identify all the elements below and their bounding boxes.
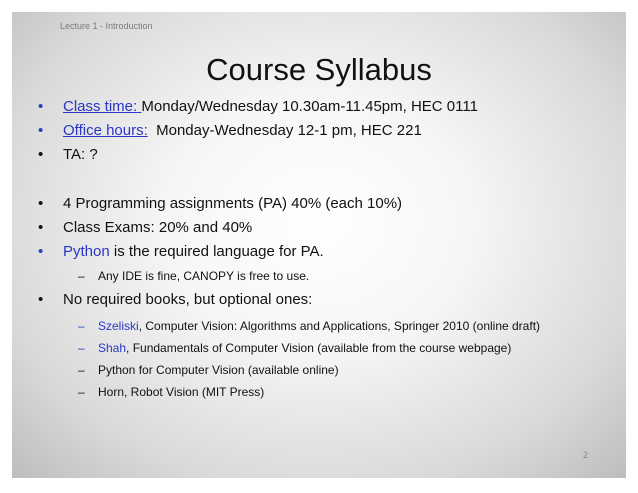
bullet-icon: • [38, 146, 44, 163]
python-text: is the required language for PA. [109, 243, 324, 260]
bullet-ta [38, 146, 98, 163]
office-hours-link[interactable]: Office hours: [63, 122, 148, 139]
book4-text: Horn, Robot Vision (MIT Press) [98, 385, 265, 399]
bullet-exams [38, 219, 252, 236]
sub-book-horn [78, 385, 264, 399]
bullet-class-time [38, 98, 478, 115]
assignments-text: 4 Programming assignments (PA) 40% (each 10%) [63, 195, 403, 212]
dash-icon: – [78, 385, 85, 399]
office-hours-text: Monday-Wednesday 12-1 pm, HEC 221 [147, 122, 422, 139]
exams-text: Class Exams: 20% and 40% [63, 219, 253, 236]
book3-text: Python for Computer Vision (available online) [98, 363, 339, 377]
ta-text: TA: ? [63, 146, 98, 163]
ide-note-text: Any IDE is fine, CANOPY is free to use. [98, 269, 310, 283]
book2-highlight: Shah [98, 341, 127, 355]
book1-highlight: Szeliski [98, 319, 139, 333]
bullet-icon: • [38, 122, 44, 139]
books-text: No required books, but optional ones: [63, 291, 313, 308]
python-highlight: Python [63, 243, 110, 260]
bullet-icon: • [38, 98, 44, 115]
sub-book-shah [78, 341, 511, 355]
book1-text: , Computer Vision: Algorithms and Applications, Springer 2010 (online draft) [138, 319, 541, 333]
dash-icon: – [78, 269, 85, 283]
book2-text: , Fundamentals of Computer Vision (available from the course webpage) [126, 341, 512, 355]
lecture-header-label: Lecture 1 - Introduction [60, 21, 153, 31]
bullet-icon: • [38, 195, 44, 212]
sub-book-python-cv [78, 363, 339, 377]
class-time-link[interactable]: Class time: [63, 98, 142, 115]
bullet-icon: • [38, 219, 44, 236]
sub-book-szeliski [78, 319, 540, 333]
slide [12, 12, 626, 478]
sub-ide-note [78, 269, 309, 283]
bullet-assignments [38, 195, 402, 212]
page-number: 2 [582, 450, 588, 460]
dash-icon: – [78, 341, 85, 355]
dash-icon: – [78, 319, 85, 333]
slide-title: Course Syllabus [206, 52, 432, 87]
bullet-office-hours [38, 122, 422, 139]
bullet-books [38, 291, 312, 308]
dash-icon: – [78, 363, 85, 377]
bullet-icon: • [38, 291, 44, 308]
bullet-icon: • [38, 243, 44, 260]
bullet-python [38, 243, 324, 260]
class-time-text: Monday/Wednesday 10.30am-11.45pm, HEC 0111 [141, 98, 478, 115]
